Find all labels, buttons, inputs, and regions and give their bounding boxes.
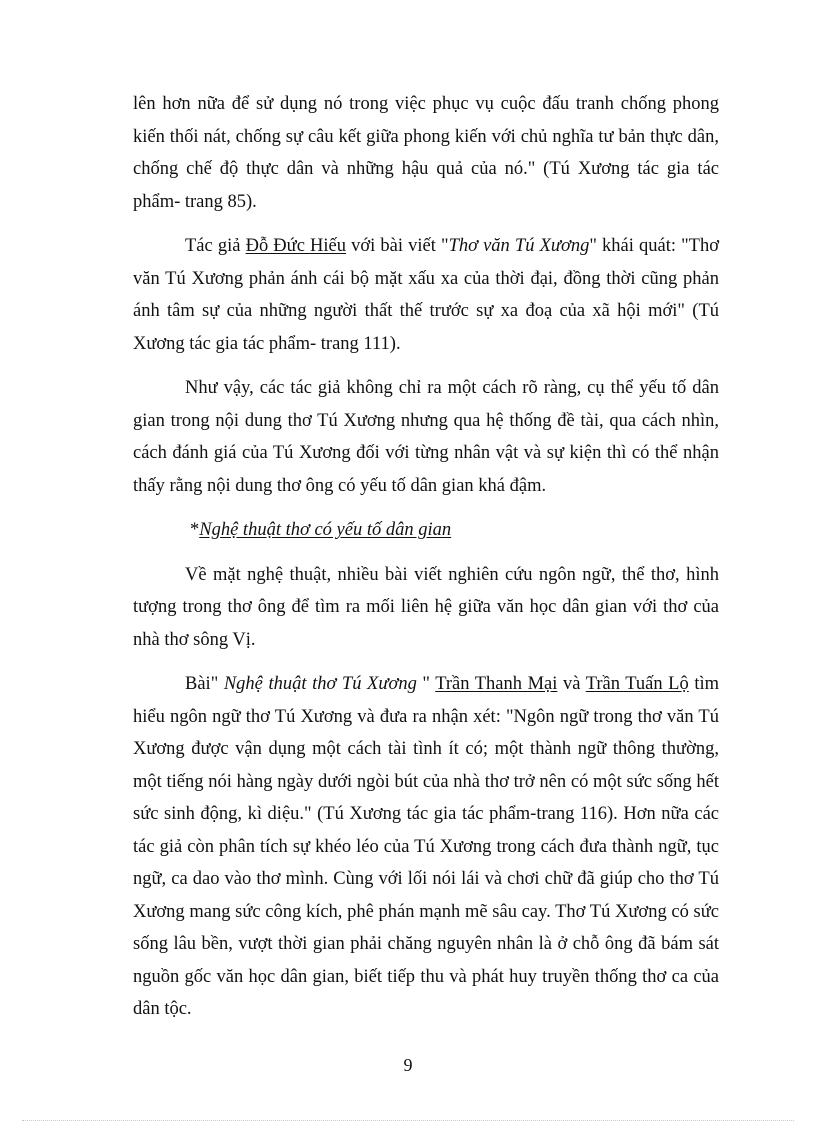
paragraph-5-rest: tìm hiểu ngôn ngữ thơ Tú Xương và đưa ra nhận xét: "Ngôn ngữ trong thơ văn Tú Xương được vận dụng một cách tài tình ít có; một thành ngữ thông thường, một tiếng nói hàng ngày dưới ngòi bút của nhà thơ trở nên có một sức sống hết sức sinh động, kì diệu." (Tú Xương tác gia tác phẩm-trang 116). Hơn nữa các tác giả còn phân tích sự khéo léo của Tú Xương trong cách đưa thành ngữ, tục ngữ, ca dao vào thơ mình. Cùng với lối nói lái và chơi chữ đã giúp cho thơ Tú Xương mang sức công kích, phê phán mạnh mẽ sâu cay. Thơ Tú Xương có sức sống lâu bền, vượt thời gian phải chăng nguyên nhân là ở chỗ ông đã bám sát nguồn gốc văn học dân gian, biết tiếp thu và phát huy truyền thống thơ ca của dân tộc. [133,674,719,1019]
paragraph-2-lead: Tác giả [185,236,246,256]
paragraph-3-text: Như vậy, các tác giả không chỉ ra một cách rõ ràng, cụ thể yếu tố dân gian trong nội dung thơ Tú Xương nhưng qua hệ thống đề tài, qua cách nhìn, cách đánh giá của Tú Xương đối với từng nhân vật và sự kiện thì có thể nhận thấy rằng nội dung thơ ông có yếu tố dân gian khá đậm. [133,378,719,496]
paragraph-5-conj: và [557,674,586,694]
paragraph-5-quote: " [416,674,436,694]
body-text [133,88,719,1038]
paragraph-5-lead: Bài" [185,674,224,694]
subheading-text: Nghệ thuật thơ có yếu tố dân gian [199,520,452,540]
paragraph-1 [133,88,719,218]
paragraph-4-text: Về mặt nghệ thuật, nhiều bài viết nghiên cứu ngôn ngữ, thể thơ, hình tượng trong thơ ông để tìm ra mối liên hệ giữa văn học dân gian với thơ của nhà thơ sông Vị. [133,564,719,650]
paragraph-2 [133,230,719,360]
section-subheading [133,514,719,547]
paragraph-2-mid: với bài viết " [346,236,449,256]
author-name: Đỗ Đức Hiếu [245,236,346,256]
page-number: 9 [403,1055,413,1075]
paragraph-4 [133,559,719,657]
work-title: Nghệ thuật thơ Tú Xương [223,674,417,694]
paragraph-2-rest: " khái quát: "Thơ văn Tú Xương phản ánh cái bộ mặt xấu xa của thời đại, đồng thời cũng phản ánh tâm sự của những người thất thế trước sự xa đoạ của xã hội mới" (Tú Xương tác gia tác phẩm- trang 111). [133,236,720,354]
page-border-line [22,1120,794,1121]
paragraph-5 [133,668,719,1026]
subheading-asterisk: * [190,520,200,540]
work-title: Thơ văn Tú Xương [448,236,590,256]
author-name: Trần Thanh Mại [435,674,558,694]
author-name: Trần Tuấn Lộ [585,674,689,694]
paragraph-3 [133,372,719,502]
paragraph-1-text: lên hơn nữa để sử dụng nó trong việc phục vụ cuộc đấu tranh chống phong kiến thối nát, chống sự câu kết giữa phong kiến với chủ nghĩa tư bản thực dân, chống chế độ thực dân và những hậu quả của nó." (Tú Xương tác gia tác phẩm- trang 85). [133,94,719,212]
